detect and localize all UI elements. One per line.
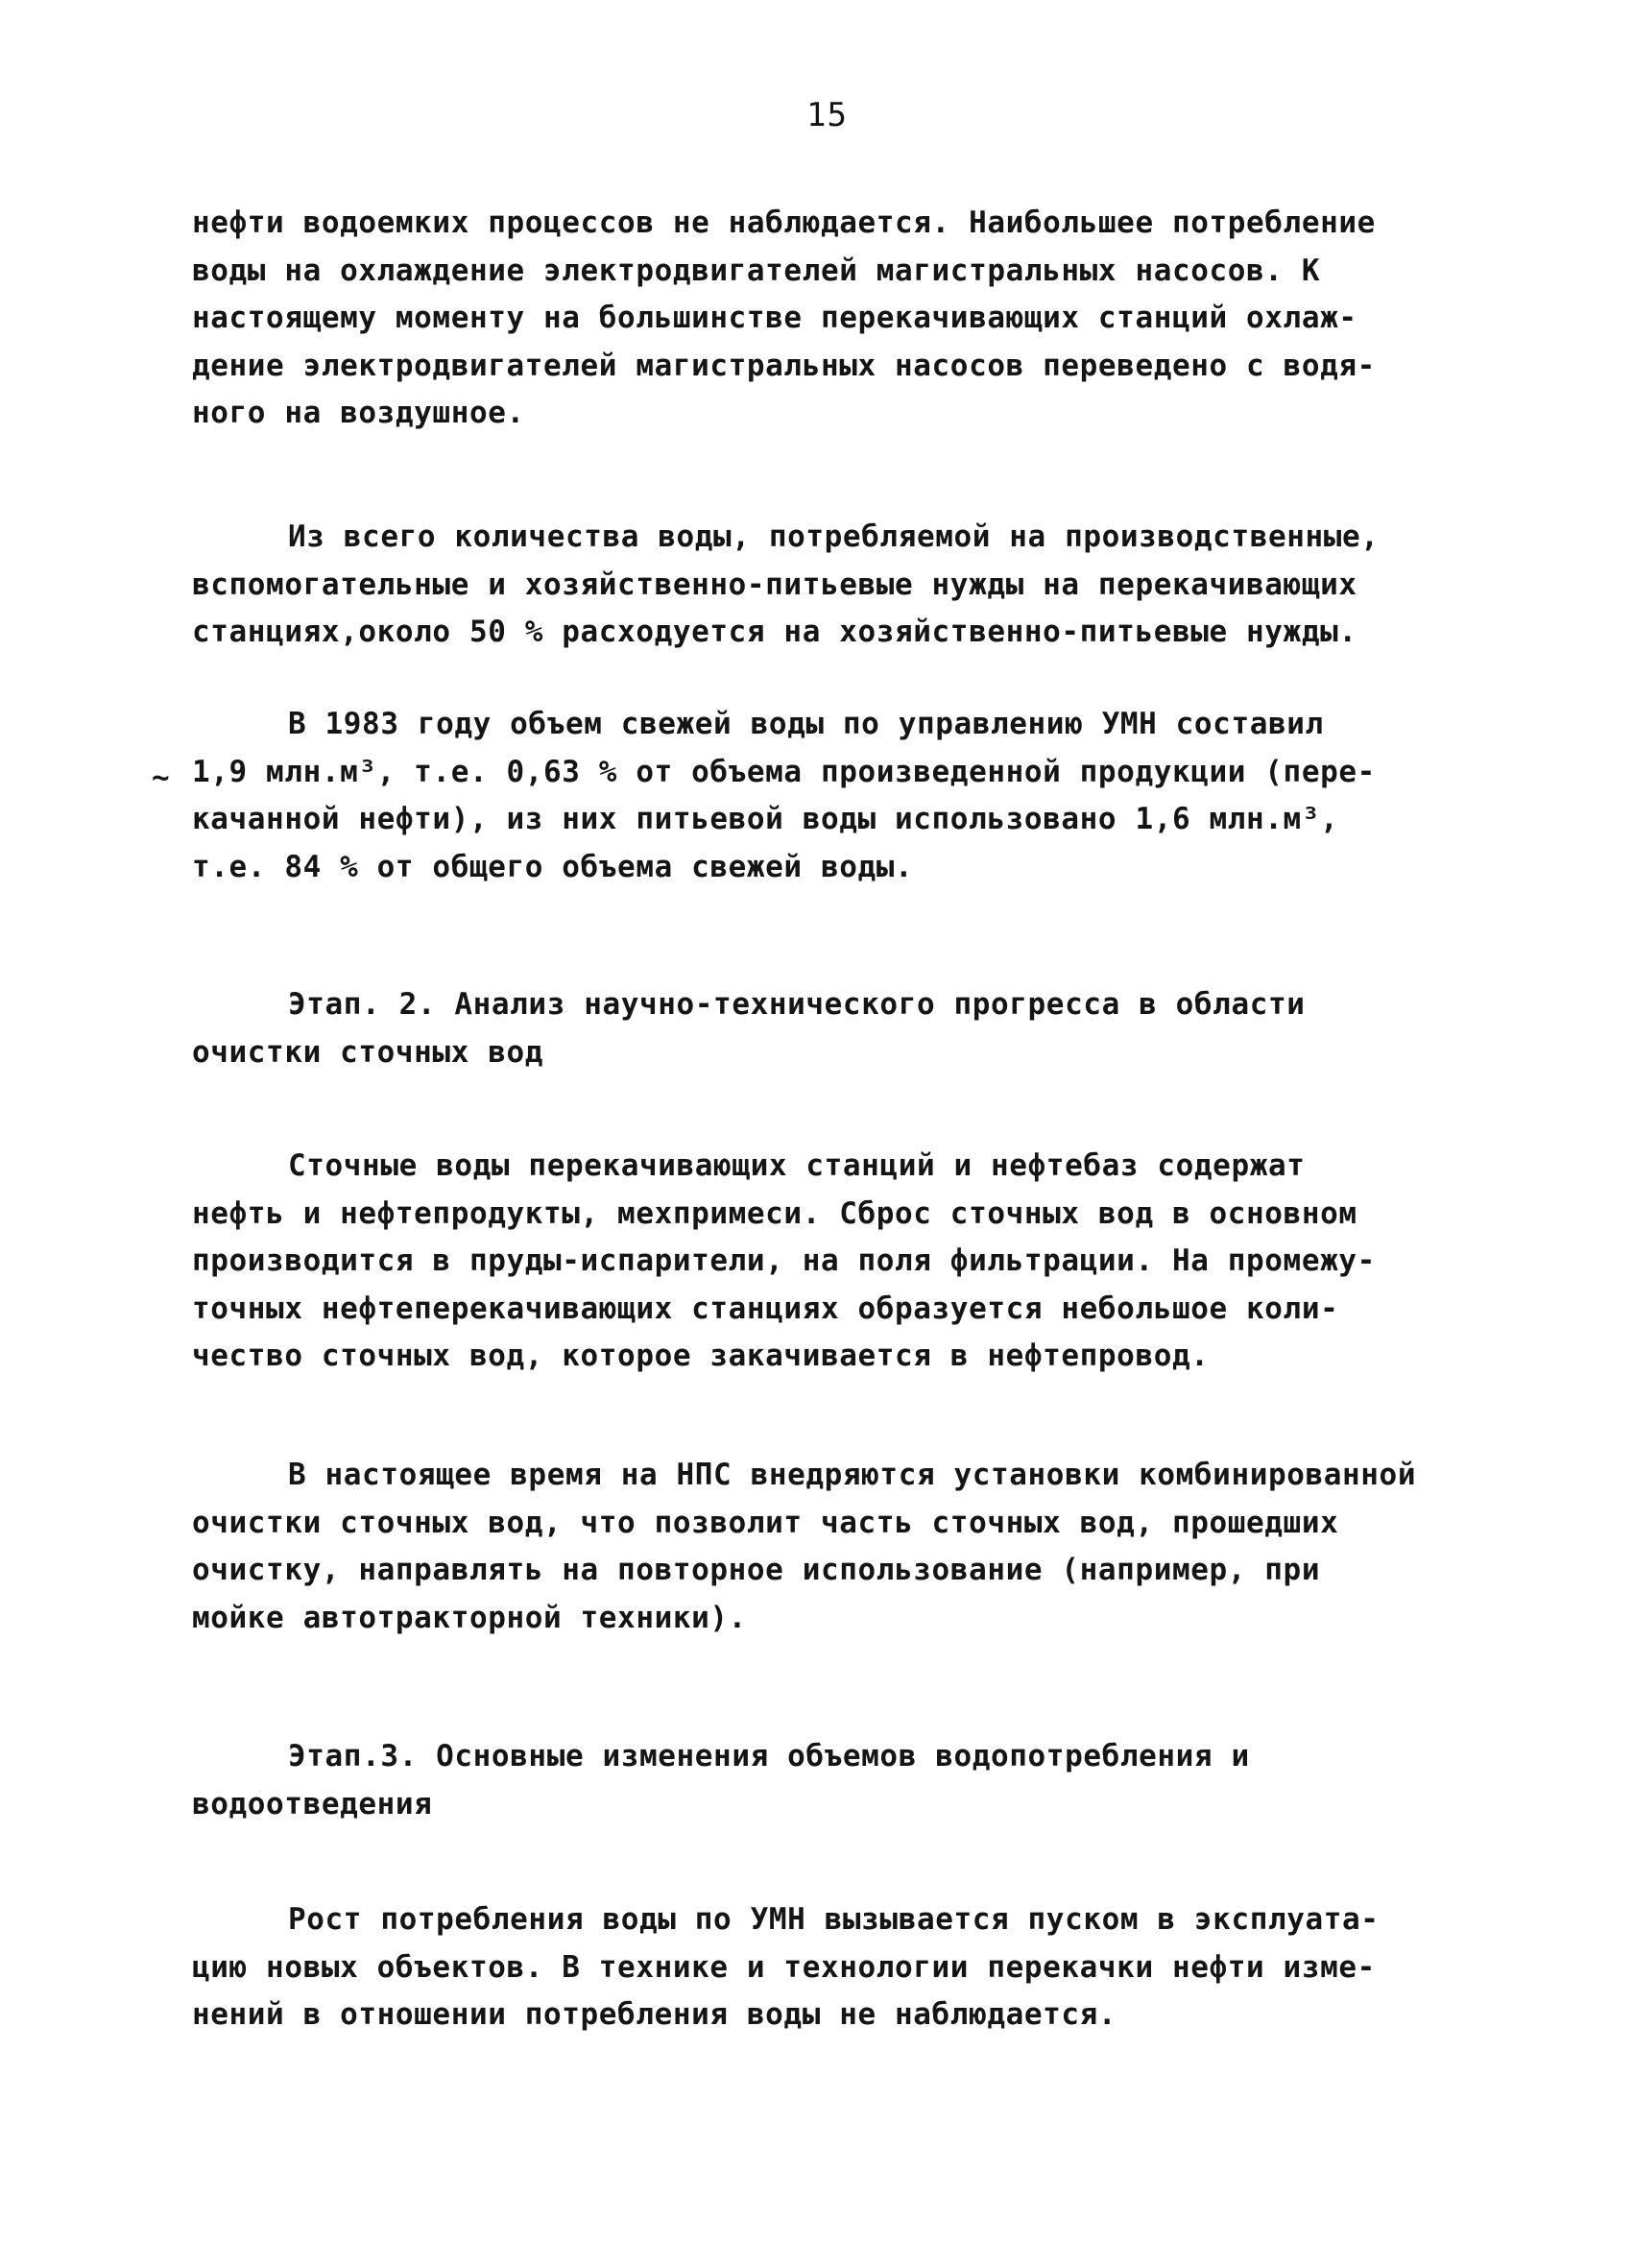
text-line: настоящему моменту на большинстве перекачивающих станций охлаж- <box>192 301 1357 335</box>
text-line: В настоящее время на НПС внедряются установки комбинированной <box>288 1458 1417 1492</box>
text-line: качанной нефти), из них питьевой воды использовано 1,6 млн.м³, <box>192 802 1339 836</box>
text-line: Сточные воды перекачивающих станций и нефтебаз содержат <box>288 1148 1306 1183</box>
text-line: ного на воздушное. <box>192 396 525 430</box>
text-line: очистки сточных вод, что позволит часть сточных вод, прошедших <box>192 1505 1339 1540</box>
paragraph-continuation <box>192 200 1469 438</box>
text-line: цию новых объектов. В технике и технологии перекачки нефти изме- <box>192 1949 1376 1985</box>
text-line: т.е. 84 % от общего объема свежей воды. <box>192 849 914 884</box>
text-line: нений в отношении потребления воды не наблюдается. <box>192 1997 1117 2032</box>
text-line: станциях,около 50 % расходуется на хозяйственно-питьевые нужды. <box>192 615 1357 649</box>
text-line: точных нефтеперекачивающих станциях образуется небольшое коли- <box>192 1291 1339 1326</box>
text-line: мойке автотракторной техники). <box>192 1600 747 1635</box>
margin-mark: ~ <box>152 760 170 795</box>
text-line: воды на охлаждение электродвигателей магистральных насосов. К <box>192 253 1321 288</box>
text-line: очистку, направлять на повторное использование (например, при <box>192 1553 1321 1587</box>
text-line: В 1983 году объем свежей воды по управлению УМН составил <box>288 707 1324 741</box>
text-line: чество сточных вод, которое закачивается в нефтепровод. <box>192 1339 1210 1373</box>
heading-line: Этап. 2. Анализ научно-технического прогресса в области <box>288 987 1306 1022</box>
text-line: Из всего количества воды, потребляемой на производственные, <box>288 519 1380 554</box>
text-line: Рост потребления воды по УМН вызывается пуском в эксплуата- <box>288 1902 1380 1937</box>
text-line: вспомогательные и хозяйственно-питьевые нужды на перекачивающих <box>192 567 1357 602</box>
heading-line: очистки сточных вод <box>192 1034 544 1070</box>
page-number: 15 <box>806 96 848 134</box>
text-line: производится в пруды-испарители, на поля фильтрации. На промежу- <box>192 1243 1376 1278</box>
paragraph-wastewater <box>192 1143 1469 1381</box>
text-line: нефти водоемких процессов не наблюдается. Наибольшее потребление <box>192 205 1376 240</box>
heading-line: Этап.3. Основные изменения объемов водопотребления и <box>288 1739 1250 1773</box>
paragraph-1983-volume <box>192 701 1469 891</box>
paragraph-treatment-units <box>192 1452 1469 1642</box>
heading-line: водоотведения <box>192 1786 433 1822</box>
section-heading-stage-3 <box>192 1733 1469 1828</box>
text-line: нефть и нефтепродукты, мехпримеси. Сброс сточных вод в основном <box>192 1195 1357 1231</box>
text-line: 1,9 млн.м³, т.е. 0,63 % от объема произведенной продукции (пере- <box>192 754 1376 789</box>
paragraph-consumption-growth <box>192 1896 1469 2039</box>
text-line: дение электродвигателей магистральных насосов переведено с водя- <box>192 348 1376 383</box>
section-heading-stage-2 <box>192 981 1469 1076</box>
paragraph-water-usage <box>192 514 1469 657</box>
